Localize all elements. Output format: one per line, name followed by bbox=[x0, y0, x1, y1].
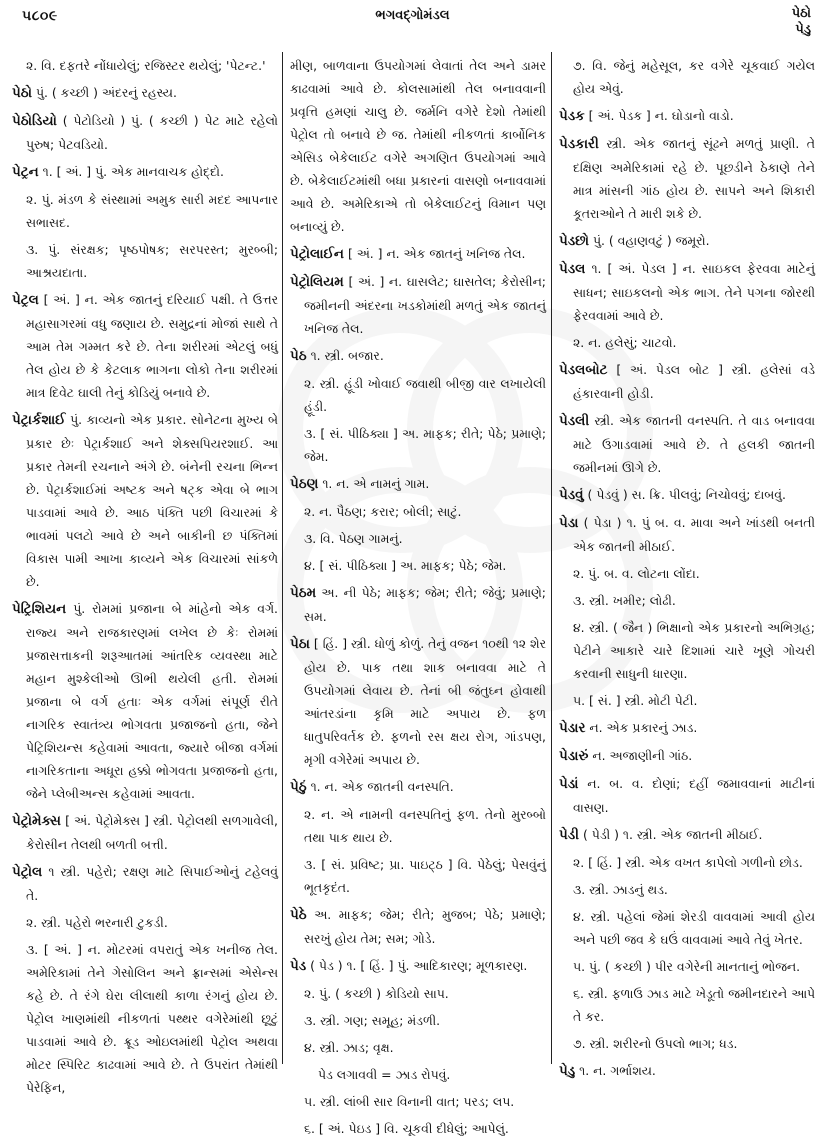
definition-text: [ અં. પેડક ] ન. ઘોડાનો વાડો. bbox=[588, 108, 734, 123]
headword: પેટ્રલ bbox=[12, 292, 39, 308]
guide-words bbox=[792, 6, 811, 38]
sense-definition: ૭. સ્ત્રી. શરીરનો ઉપલો ભાગ; ધડ. bbox=[573, 1036, 738, 1051]
definition-text: પું. ( વહાણવટું ) જમૂરો. bbox=[592, 233, 710, 248]
headword: પેડલી bbox=[559, 413, 590, 429]
definition-text: પું. ( કચ્છી ) અંદરનું રહસ્ય. bbox=[35, 85, 177, 100]
dictionary-entry bbox=[559, 358, 815, 405]
guide-word-last: પેડુ bbox=[795, 22, 811, 37]
dictionary-entry bbox=[559, 104, 815, 128]
sense-definition: ૩. વિ. પેઠણ ગામનું. bbox=[304, 531, 403, 546]
definition-text: [ અં. પેટ્રોમેક્સ ] સ્ત્રી. પેટ્રોલથી સળગાવેલી, કેરોસીન તેલથી બળતી બત્તી. bbox=[26, 813, 278, 852]
definition-text: ૧. ન. એક જાતની વનસ્પતિ. bbox=[310, 779, 454, 794]
column-3 bbox=[559, 54, 815, 1087]
headword: પેડુ bbox=[559, 1063, 576, 1079]
dictionary-entry bbox=[12, 288, 278, 404]
definition-text: ( પેડ ) ૧. [ હિં. ] પું. આદિકારણ; મૂળકારણ. bbox=[310, 958, 528, 973]
dictionary-entry bbox=[559, 229, 815, 253]
definition-text: પું. કાવ્યનો એક પ્રકાર. સોનેટના મુખ્ય બે પ્રકાર છેઃ પેટ્રાર્કશાઈ અને શેક્સપિયરશાઈ. આ પ્રકાર તેમની રચનાને અંગે છે. બંનેની રચના ભિન્ન છે. પેટ્રાર્કશાઈમાં અષ્ટક અને ષટ્ક એવા બે ભાગ પાડવામાં આવે છે. આઠ પંક્તિ પછી વિચારમાં કે ભાવમાં પલટો આવે છે અને બાકીની છ પંક્તિમાં વિકાસ પામી આખા કાવ્યને એક વિચારમાં સાંકળે છે. bbox=[26, 412, 278, 589]
column-1 bbox=[12, 54, 278, 1103]
sense-definition: ૩. સ્ત્રી. ઝાડનું થડ. bbox=[573, 882, 668, 897]
dictionary-entry bbox=[559, 823, 815, 847]
headword: પેઠા bbox=[290, 636, 310, 652]
headword: પેડારું bbox=[559, 748, 589, 764]
headword: પેડાં bbox=[559, 776, 579, 792]
headword: પેટ્રોલિયમ bbox=[290, 274, 344, 290]
headword: પેડાર bbox=[559, 720, 586, 736]
sense-definition: ૨. ન. પૈઠણ; કરાર; બોલી; સાટું. bbox=[304, 504, 462, 519]
headword: પેઠણ bbox=[290, 476, 319, 492]
headword: પેટ્રન bbox=[12, 164, 39, 180]
dictionary-entry bbox=[290, 270, 546, 340]
headword: પેઠું bbox=[290, 779, 307, 795]
dictionary-entry bbox=[559, 511, 815, 558]
sense-definition: ૨. ન. એ નામની વનસ્પતિનું ફળ. તેનો મુરબ્બો તથા પાક થાય છે. bbox=[304, 807, 546, 845]
headword: પેડવું bbox=[559, 487, 584, 503]
headword: પેડછો bbox=[559, 233, 589, 249]
dictionary-entry bbox=[559, 257, 815, 327]
dictionary-entry bbox=[290, 775, 546, 799]
sense-definition: ૩. સ્ત્રી. ખમીર; લોઢી. bbox=[573, 593, 676, 608]
sense-definition: ૨. પું. બ. વ. લોટના લોંદા. bbox=[573, 566, 700, 581]
definition-text: ( પેટોડિયો ) પું. ( કચ્છી ) પેટ માટે રહેલો પુરુષ; પેટવડિયો. bbox=[26, 113, 278, 152]
columns bbox=[0, 54, 825, 1136]
definition-text: સ્ત્રી. એક જાતનું સૂંઢને મળતું પ્રાણી. તે દક્ષિણ અમેરિકામાં રહે છે. પૂછડીને ઠેકાણે તેને માત્ર માંસની ગાંઠ હોય છે. સાપને અને શિકારી કૂતરાઓને તે મારી શકે છે. bbox=[573, 136, 815, 221]
dictionary-entry bbox=[12, 860, 278, 907]
dictionary-entry bbox=[559, 132, 815, 225]
sense-definition: ૩. [ અં. ] ન. મોટરમાં વપરાતું એક ખનીજ તેલ. અમેરિકામાં તેને ગેસોલિન અને ફ્રાન્સમાં એસેન્સ કહે છે. તે રંગે ઘેરા લીલાથી કાળા રંગનું હોય છે. પેટ્રોલ ખાણમાંથી નીકળતાં પથ્થર વગેરેમાંથી છૂટું પાડવામાં આવે છે. ક્રૂડ ઓઇલમાંથી પેટ્રોલ અથવા મોટર સ્પિરિટ કાઢવામાં આવે છે. તે ઉપરાંત તેમાંથી પેરેફિન, bbox=[26, 942, 278, 1095]
definition-text: ( પેડા ) ૧. પું બ. વ. માવા અને ખાંડથી બનતી એક જાતની મીઠાઈ. bbox=[573, 515, 815, 554]
sense-definition: ૨. ન. હલેસું; ચાટવો. bbox=[573, 335, 677, 350]
dictionary-entry bbox=[559, 1059, 815, 1083]
sense-definition: ૭. વિ. જેનું મહેસૂલ, કર વગેરે ચૂકવાઈ ગયેલ હોય એવું. bbox=[573, 58, 815, 96]
sense-definition: ૫. પું. ( કચ્છી ) પીર વગેરેની માનતાનું ભોજન. bbox=[573, 959, 801, 974]
headword: પેટ્રાર્કશાઈ bbox=[12, 412, 66, 428]
sense-definition: ૪. સ્ત્રી. પહેલાં જેમાં શેરડી વાવવામાં આવી હોય અને પછી જવ કે ઘઉં વાવવામાં આવે તેવું ખેતર. bbox=[573, 909, 815, 947]
definition-text: [ હિં. ] સ્ત્રી. ધોળું કોળું. તેનું વજન ૧૦થી ૧૨ શેર હોય છે. પાક તથા શાક બનાવવા માટે તે ઉપયોગમાં લેવાય છે. તેનાં બી જંતુઘ્ન હોવાથી આંતરડાંના કૃમિ માટે અપાય છે. ફળ ધાતુપરિવર્તક છે. ફળનો રસ ક્ષય રોગ, ગાંડપણ, મૃગી વગેરેમાં અપાય છે. bbox=[304, 636, 546, 767]
definition-text: પું. રોમમાં પ્રજાના બે માંહેનો એક વર્ગ. રાજ્ય અને રાજકારણમાં લખેલ છે કેઃ રોમમાં પ્રજાસત્તાકની શરૂઆતમાં આંતરિક વ્યવસ્થા માટે મહાન મુશ્કેલીઓ ઊભી થયેલી હતી. રોમમાં પ્રજાના બે વર્ગ હતાઃ એક વર્ગમાં સંપૂર્ણ રીતે નાગરિક સ્વાતંત્ર્ય ભોગવતા પ્રજાજનો હતા, જેને પેટ્રિશિયન્સ કહેવામાં આવતા, જ્યારે બીજા વર્ગમાં નાગરિકતાના અધૂરા હક્કો ભોગવતા પ્રજાજનો હતા, જેને પ્લેબીઅન્સ કહેવામાં આવતા. bbox=[26, 601, 278, 801]
sense-definition: ૫. [ સં. ] સ્ત્રી. મોટી પેટી. bbox=[573, 693, 698, 708]
definition-text: ન. અજાણીની ગાંઠ. bbox=[592, 748, 693, 763]
sense-definition: ૩. [ સં. પીઠિક્યા ] અ. માફક; રીતે; પેઠે; પ્રમાણે; જેમ. bbox=[304, 426, 546, 464]
dictionary-entry bbox=[290, 242, 546, 266]
dictionary-entry bbox=[12, 81, 278, 105]
headword: પેઠે bbox=[290, 907, 307, 923]
sense-definition: ૩. [ સં. પ્રવિષ્ટ; પ્રા. પાઇટ્ઠ ] વિ. પેઠેલું; પેસવુંનું ભૂતકૃદંત. bbox=[304, 857, 546, 895]
dictionary-entry bbox=[559, 483, 815, 507]
definition-text: ૧. [ અં. પેડલ ] ન. સાઇકલ ફેરવવા માટેનું સાધન; સાઇકલનો એક ભાગ. તેને પગના જોરથી ફેરવવામાં આવે છે. bbox=[573, 261, 815, 323]
dictionary-entry bbox=[12, 809, 278, 856]
sense-definition: ૨. [ હિં. ] સ્ત્રી. એક વખત કાપેલો ગળીનો છોડ. bbox=[573, 855, 803, 870]
dictionary-entry bbox=[12, 408, 278, 593]
dictionary-entry bbox=[12, 160, 278, 184]
definition-text: ૧ સ્ત્રી. પહેરો; રક્ષણ માટે સિપાઈઓનું ટહેલવું તે. bbox=[26, 864, 278, 903]
sense-definition: ૬. સ્ત્રી. ફળાઉ ઝાડ માટે ખેડૂતો જમીનદારને આપે તે કર. bbox=[573, 986, 815, 1024]
definition-text: ૧. ન. એ નામનું ગામ. bbox=[322, 476, 430, 491]
headword: પેડલબોટ bbox=[559, 362, 608, 378]
sense-definition: ૨. સ્ત્રી. પહેરો ભરનારી ટુકડી. bbox=[26, 915, 168, 930]
page-header bbox=[0, 0, 825, 40]
page-number: ૫૮૦૯ bbox=[22, 8, 58, 24]
definition-text: [ અં. ] ન. એક જાતનું દરિયાઈ પક્ષી. તે ઉત્તર મહાસાગરમાં વધુ જણાય છે. સમુદ્રનાં મોજાં સાથે તે આમ તેમ ગમ્મત કરે છે. તેના શરીરમાં એટલું બધું તેલ હોય છે કે કેટલાક ભાગના લોકો તેના શરીરમાં માત્ર દિવેટ ઘાલી તેનું કોડિયું બનાવે છે. bbox=[26, 292, 278, 400]
definition-text: ૧. સ્ત્રી. બજાર. bbox=[310, 348, 384, 363]
dictionary-entry bbox=[559, 409, 815, 479]
headword: પેડલ bbox=[559, 261, 586, 277]
headword: પેટ્રોમેક્સ bbox=[12, 813, 61, 829]
definition-text: ન. એક પ્રકારનું ઝાડ. bbox=[589, 720, 698, 735]
definition-text: [ અં. ] ન. ઘાસલેટ; ઘાસતેલ; કેરોસીન; જમીનની અંદરના ખડકોમાંથી મળતું એક જાતનું ખનિજ તેલ. bbox=[304, 274, 546, 336]
headword: પેડી bbox=[559, 827, 580, 843]
sense-definition: ૩. સ્ત્રી. ગણ; સમૂહ; મંડળી. bbox=[304, 1013, 441, 1028]
headword: પેડકારી bbox=[559, 136, 599, 152]
headword: પેઠો bbox=[12, 85, 32, 101]
definition-text: સ્ત્રી. એક જાતની વનસ્પતિ. તે વાડ બનાવવા માટે ઉગાડવામાં આવે છે. તે હલકી જાતની જમીનમાં ઊગે છે. bbox=[573, 413, 815, 475]
dictionary-entry bbox=[290, 472, 546, 496]
sense-definition: ૬. [ અં. પેઇડ ] વિ. ચૂકવી દીધેલું; આપેલું. bbox=[304, 1121, 509, 1136]
usage-example: પેડ લગાવવી = ઝાડ રોપવું. bbox=[318, 1067, 451, 1082]
dictionary-entry bbox=[290, 632, 546, 771]
definition-text: ૧. [ અં. ] પું. એક માનવાચક હોદ્દો. bbox=[42, 164, 224, 179]
definition-text: અ. ની પેઠે; માફક; જેમ; રીતે; જેવું; પ્રમાણે; સમ. bbox=[304, 585, 546, 624]
headword: પેટ્રિશિયન bbox=[12, 601, 67, 617]
dictionary-entry bbox=[559, 744, 815, 768]
headword: પેટ્રોલ bbox=[12, 864, 43, 880]
sense-definition: ૫. સ્ત્રી. લાંબી સાર વિનાની વાત; પરડ; લપ. bbox=[304, 1094, 515, 1109]
column-2 bbox=[290, 54, 546, 1144]
headword: પેડ bbox=[290, 958, 307, 974]
sense-definition: ૩. પું. સંરક્ષક; પૃષ્ઠપોષક; સરપરસ્ત; મુરબ્બી; આશ્રયદાતા. bbox=[26, 242, 278, 280]
headword: પેટ્રોલાઈન bbox=[290, 246, 344, 262]
dictionary-entry bbox=[12, 597, 278, 805]
headword: પેઠોડિયો bbox=[12, 113, 57, 129]
definition-text: [ અં. ] ન. એક જાતનું ખનિજ તેલ. bbox=[347, 246, 526, 261]
guide-word-first: પેઠો bbox=[791, 6, 811, 21]
sense-definition: ૨. વિ. દફતરે નોંધાયેલું; રજિસ્ટર થયેલું; 'પેટન્ટ.' bbox=[26, 58, 266, 73]
sense-definition: ૨. પું. મંડળ કે સંસ્થામાં અમુક સારી મદદ આપનાર સભાસદ. bbox=[26, 192, 278, 230]
dictionary-entry bbox=[290, 903, 546, 950]
sense-definition: ૨. સ્ત્રી. હૂંડી ખોવાઈ જવાથી બીજી વાર લખાયેલી હૂંડી. bbox=[304, 376, 546, 414]
headword: પેઠમ bbox=[290, 585, 317, 601]
definition-text: ન. બ. વ. દોણાં; દહીં જમાવવાનાં માટીનાં વાસણ. bbox=[573, 776, 815, 815]
headword: પેઠ bbox=[290, 348, 307, 364]
sense-definition: ૪. સ્ત્રી. ઝાડ; વૃક્ષ. bbox=[304, 1040, 394, 1055]
sense-definition: ૪. સ્ત્રી. ( જૈન ) ભિક્ષાનો એક પ્રકારનો અભિગ્રહ; પેટીને આકારે ચારે દિશામાં ચારે ખૂણે ગોચરી કરવાની સાધુની ધારણા. bbox=[573, 620, 815, 681]
dictionary-entry bbox=[290, 954, 546, 978]
dictionary-entry bbox=[12, 109, 278, 156]
headword: પેડક bbox=[559, 108, 585, 124]
dictionary-entry bbox=[559, 716, 815, 740]
definition-text: ( પેડવું ) સ. ક્રિ. પીલવું; નિચોવવું; દાબવું. bbox=[587, 487, 786, 502]
sense-definition: ૨. પું. ( કચ્છી ) કોડિયો સાપ. bbox=[304, 986, 449, 1001]
definition-text: ( પેડી ) ૧. સ્ત્રી. એક જાતની મીઠાઈ. bbox=[583, 827, 763, 842]
dictionary-entry bbox=[559, 772, 815, 819]
sense-definition: ૪. [ સં. પીઠિક્યા ] અ. માફક; પેઠે; જેમ. bbox=[304, 558, 507, 573]
continued-definition: મીણ, બાળવાના ઉપયોગમાં લેવાતાં તેલ અને ડામર કાઢવામાં આવે છે. કોલસામાંથી તેલ બનાવવાની પ્રવૃત્તિ હમણાં ચાલુ છે. જર્મનિ વગેરે દેશો તેમાંથી પેટ્રોલ તો બનાવે છે જ. તેમાંથી નીકળતાં કાર્બોનિક એસિડ બેકેલાઈટ વગેરે અગણિત ઉપયોગમાં આવે છે. બેકેલાઈટમાંથી બધા પ્રકારનાં વાસણો બનાવવામાં આવે છે. અમેરિકાએ તો બેકેલાઈટનું વિમાન પણ બનાવ્યું છે. bbox=[290, 58, 546, 234]
definition-text: [ અં. પેડલ બોટ ] સ્ત્રી. હલેસાં વડે હંકારવાની હોડી. bbox=[573, 362, 815, 401]
dictionary-entry bbox=[290, 581, 546, 628]
headword: પેડા bbox=[559, 515, 579, 531]
dictionary-entry bbox=[290, 344, 546, 368]
definition-text: અ. માફક; જેમ; રીતે; મુજબ; પેઠે; પ્રમાણે; સરખું હોય તેમ; સમ; ગોડે. bbox=[304, 907, 546, 946]
running-title: ભગવદ્ગોમંડલ bbox=[375, 8, 450, 23]
definition-text: ૧. ન. ગર્ભાશય. bbox=[579, 1063, 656, 1078]
